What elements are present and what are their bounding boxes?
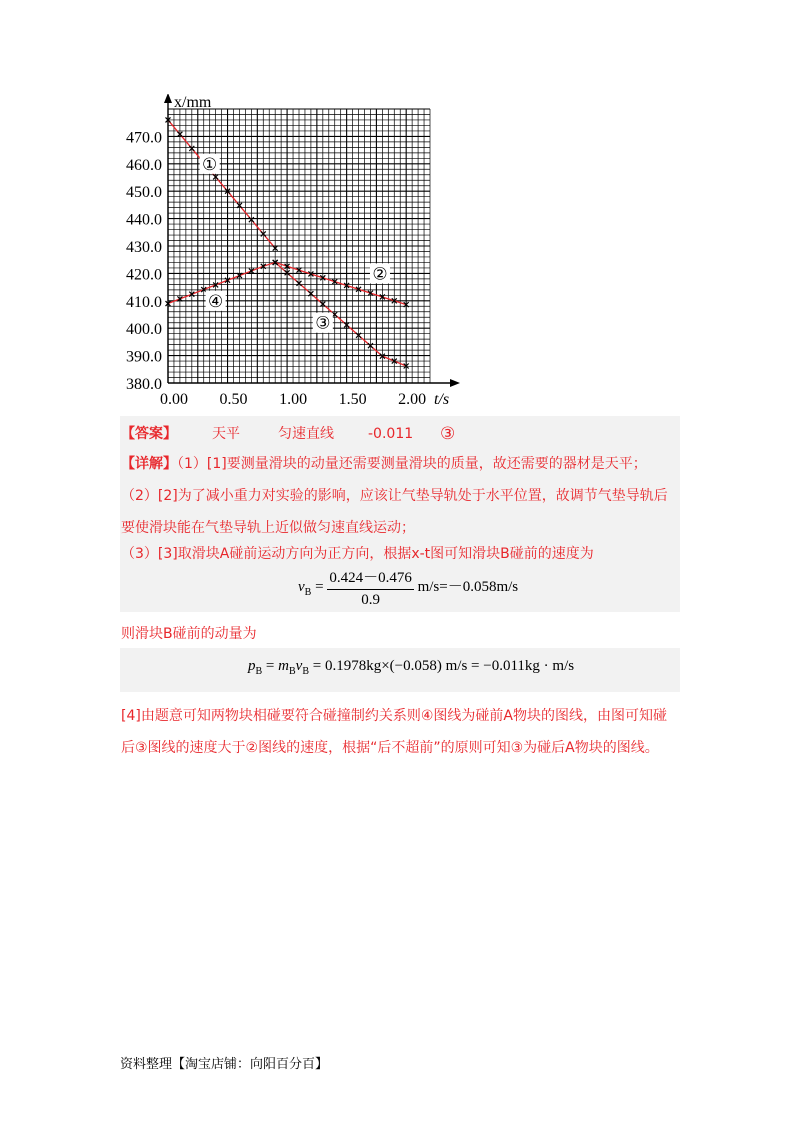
velocity-result: m/s=－0.058m/s [417, 578, 519, 595]
series-label: ① [202, 154, 218, 175]
y-tick-label: 410.0 [126, 293, 162, 311]
equals-sign: = [265, 658, 279, 674]
velocity-formula: $v_B$ = $\frac{0.424-0.476}{0.9}$ m/s=－0.058m/s [298, 566, 518, 609]
detail-text-1: （1）[1]要测量滑块的动量还需要测量滑块的质量，故还需要的器材是天平； [177, 456, 647, 472]
series-label: ④ [208, 291, 224, 312]
answer-item-4: ③ [440, 424, 456, 444]
detail-line-3: 要使滑块能在气垫导轨上近似做匀速直线运动； [121, 520, 415, 536]
momentum-symbol: p [248, 658, 256, 674]
series-label: ② [372, 264, 388, 285]
velocity-fraction [327, 566, 414, 609]
fraction-denominator: 0.9 [361, 592, 380, 608]
momentum-result: = 0.1978kg×(−0.058) m/s = −0.011kg · m/s [309, 658, 575, 674]
mass-symbol: m [278, 658, 289, 674]
y-tick-label: 440.0 [126, 211, 162, 229]
footer-text: 资料整理【淘宝店铺：向阳百分百】 [120, 1057, 329, 1072]
y-tick-label: 450.0 [126, 184, 162, 202]
answer-item-3: -0.011 [368, 426, 414, 442]
detail-line-4: （3）[3]取滑块A碰前运动方向为正方向，根据x-t图可知滑块B碰前的速度为 [121, 546, 594, 562]
y-tick-label: 420.0 [126, 266, 162, 284]
velocity-symbol: v [298, 578, 305, 595]
y-tick-label: 460.0 [126, 156, 162, 174]
y-tick-label: 400.0 [126, 321, 162, 339]
y-tick-label: 430.0 [126, 239, 162, 256]
y-axis-arrow [164, 94, 172, 103]
momentum-subscript: B [255, 666, 263, 677]
answer-item-2: 匀速直线 [278, 426, 334, 442]
detail-line-5: 则滑块B碰前的动量为 [121, 626, 257, 642]
x-tick-label: 1.00 [279, 391, 308, 408]
detail-line-6: [4]由题意可知两物块相碰要符合碰撞制约关系则④图线为碰前A物块的图线，由图可知碰 [121, 708, 667, 724]
x-tick-label: 0.50 [219, 391, 248, 408]
x-tick-label: 1.50 [338, 391, 367, 408]
y-axis-label: x/mm [174, 94, 212, 111]
answer-label: 【答案】 [121, 426, 177, 442]
detail-label: 【详解】 [121, 456, 177, 472]
x-tick-label: 2.00 [398, 391, 427, 408]
answer-item-1: 天平 [212, 426, 240, 442]
series-label: ③ [315, 313, 331, 334]
detail-line-1 [121, 454, 647, 474]
velocity-subscript: B [304, 586, 312, 598]
x-tick-label: 0.00 [160, 391, 188, 408]
momentum-formula [248, 658, 574, 677]
velocity-symbol-2: v [295, 658, 303, 674]
x-axis-arrow [450, 379, 460, 387]
xt-graph [100, 94, 480, 414]
detail-line-2: （2）[2]为了减小重力对实验的影响，应该让气垫导轨处于水平位置，故调节气垫导轨后 [121, 488, 668, 504]
fraction-numerator: 0.424－0.476 [327, 566, 414, 590]
x-axis-label: t/s [434, 391, 450, 408]
y-tick-label: 380.0 [126, 376, 162, 393]
velocity-subscript-2: B [302, 666, 309, 677]
detail-line-7: 后③图线的速度大于②图线的速度，根据“后不超前”的原则可知③为碰后A物块的图线。 [121, 740, 659, 756]
y-tick-label: 390.0 [126, 348, 162, 366]
y-tick-label: 470.0 [126, 129, 162, 147]
mass-subscript: B [288, 666, 296, 677]
